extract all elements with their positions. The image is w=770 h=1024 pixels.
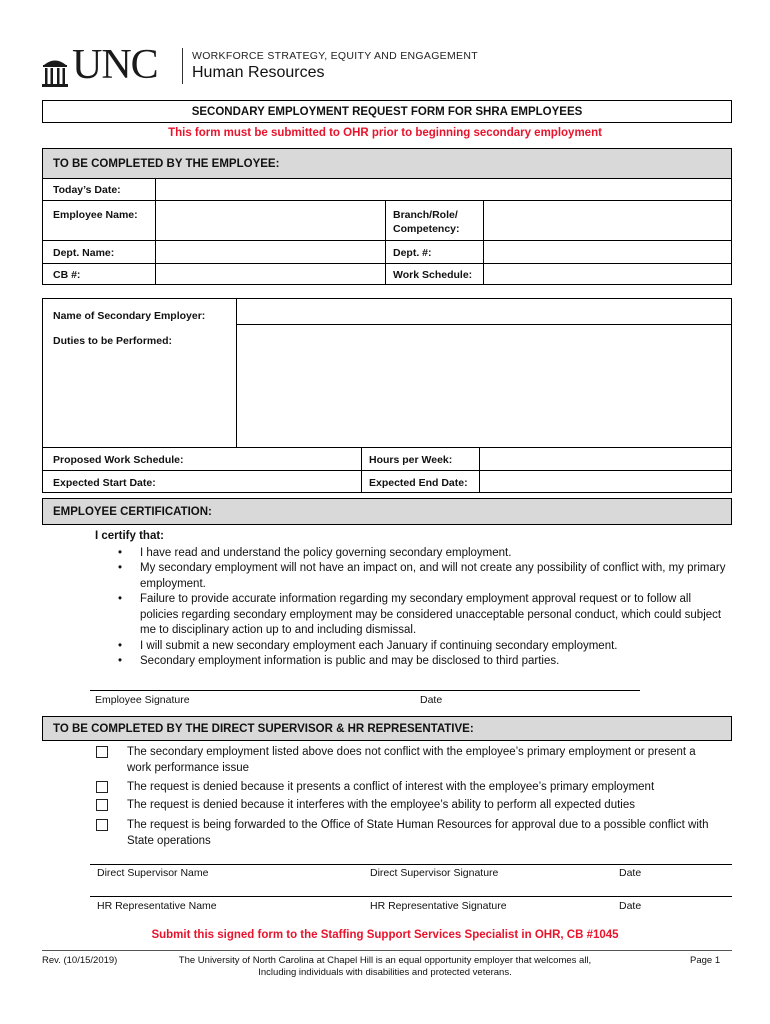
certification-item: • I will submit a new secondary employment each January if continuing secondary employment. bbox=[118, 639, 618, 652]
hours-per-week-field[interactable] bbox=[480, 448, 731, 470]
dept-name-label: Dept. Name: bbox=[53, 247, 115, 259]
option-forwarded-oshr[interactable]: The request is being forwarded to the Office of State Human Resources for approval due to a possible conflict with State operations bbox=[96, 818, 716, 849]
unit-line-1: WORKFORCE STRATEGY, EQUITY AND ENGAGEMENT bbox=[192, 50, 478, 62]
branch-role-label-2: Competency: bbox=[393, 223, 460, 235]
employee-section bbox=[42, 148, 732, 285]
certification-body bbox=[95, 529, 730, 670]
hours-per-week-label: Hours per Week: bbox=[369, 454, 453, 466]
proposed-schedule-label: Proposed Work Schedule: bbox=[53, 454, 184, 466]
branch-role-field[interactable] bbox=[484, 201, 731, 240]
option-denied-duties[interactable]: The request is denied because it interferes with the employee’s ability to perform all expected duties bbox=[96, 798, 716, 814]
cb-number-label: CB #: bbox=[53, 269, 81, 281]
work-schedule-label: Work Schedule: bbox=[393, 269, 473, 281]
submission-notice: This form must be submitted to OHR prior to beginning secondary employment bbox=[168, 127, 602, 139]
start-date-label: Expected Start Date: bbox=[53, 477, 156, 489]
footer-divider bbox=[42, 950, 732, 951]
duties-label: Duties to be Performed: bbox=[53, 335, 173, 347]
hr-date-label: Date bbox=[619, 900, 642, 912]
old-well-icon bbox=[42, 54, 68, 86]
start-date-field[interactable] bbox=[237, 471, 361, 492]
unc-wordmark bbox=[42, 44, 158, 86]
employee-date-label: Date bbox=[420, 694, 443, 706]
checkbox[interactable] bbox=[96, 819, 108, 831]
duties-field[interactable] bbox=[237, 325, 731, 447]
employee-signature-line[interactable] bbox=[90, 690, 640, 691]
option-no-conflict[interactable]: The secondary employment listed above does not conflict with the employee’s primary employment or present a work performance issue bbox=[96, 745, 716, 776]
secondary-employer-label: Name of Secondary Employer: bbox=[53, 310, 206, 322]
certification-list bbox=[95, 546, 730, 670]
checkbox[interactable] bbox=[96, 781, 108, 793]
proposed-schedule-field[interactable] bbox=[237, 448, 361, 470]
hr-signature-line[interactable] bbox=[90, 896, 732, 897]
end-date-label: Expected End Date: bbox=[369, 477, 468, 489]
certification-item: • I have read and understand the policy governing secondary employment. bbox=[118, 546, 512, 559]
certification-item: • Secondary employment information is public and may be disclosed to third parties. bbox=[118, 655, 560, 667]
certification-item: • My secondary employment will not have an impact on, and will not create any possibility of conflict with, my primary employment. bbox=[118, 562, 726, 590]
form-title: SECONDARY EMPLOYMENT REQUEST FORM FOR SHRA EMPLOYEES bbox=[42, 100, 732, 123]
revision-date: Rev. (10/15/2019) bbox=[42, 955, 118, 966]
hr-signature-label: HR Representative Signature bbox=[370, 900, 507, 912]
employee-section-heading: TO BE COMPLETED BY THE EMPLOYEE: bbox=[43, 149, 731, 178]
employee-signature-label: Employee Signature bbox=[95, 694, 190, 706]
supervisor-signature-line[interactable] bbox=[90, 864, 732, 865]
unc-hr-logo bbox=[42, 42, 478, 88]
checkbox[interactable] bbox=[96, 746, 108, 758]
secondary-employment-section bbox=[42, 298, 732, 493]
cb-number-field[interactable] bbox=[156, 264, 385, 284]
certification-heading: EMPLOYEE CERTIFICATION: bbox=[42, 498, 732, 525]
branch-role-label-1: Branch/Role/ bbox=[393, 209, 458, 221]
eeo-statement bbox=[160, 955, 610, 979]
dept-number-label: Dept. #: bbox=[393, 247, 432, 259]
secondary-employer-field[interactable] bbox=[237, 300, 731, 324]
eeo-line-2: Including individuals with disabilities and protected veterans. bbox=[258, 967, 512, 978]
supervisor-section-heading: TO BE COMPLETED BY THE DIRECT SUPERVISOR & HR REPRESENTATIVE: bbox=[42, 716, 732, 741]
supervisor-date-label: Date bbox=[619, 867, 642, 879]
submit-instruction: Submit this signed form to the Staffing Support Services Specialist in OHR, CB #1045 bbox=[151, 929, 619, 941]
todays-date-field[interactable] bbox=[156, 179, 731, 200]
dept-number-field[interactable] bbox=[484, 241, 731, 263]
eeo-line-1: The University of North Carolina at Chapel Hill is an equal opportunity employer that welcomes all, bbox=[178, 955, 592, 966]
certify-intro: I certify that: bbox=[95, 530, 165, 542]
unc-text: UNC bbox=[72, 42, 158, 88]
supervisor-signature-label: Direct Supervisor Signature bbox=[370, 867, 499, 879]
unit-line-2: Human Resources bbox=[192, 64, 325, 81]
end-date-field[interactable] bbox=[480, 471, 731, 492]
employee-name-label: Employee Name: bbox=[53, 209, 138, 221]
dept-name-field[interactable] bbox=[156, 241, 385, 263]
checkbox[interactable] bbox=[96, 799, 108, 811]
page-number: Page 1 bbox=[690, 955, 721, 966]
supervisor-name-label: Direct Supervisor Name bbox=[97, 867, 209, 879]
logo-divider bbox=[182, 48, 183, 84]
option-denied-conflict[interactable]: The request is denied because it presents a conflict of interest with the employee’s primary employment bbox=[96, 780, 716, 796]
employee-name-field[interactable] bbox=[156, 201, 385, 240]
work-schedule-field[interactable] bbox=[484, 264, 731, 284]
todays-date-label: Today’s Date: bbox=[53, 184, 121, 196]
hr-name-label: HR Representative Name bbox=[97, 900, 217, 912]
certification-item: • Failure to provide accurate information regarding my secondary employment approval request or to follow all policies regarding secondary employment may be considered unacceptable personal conduct, which could subject me to disciplinary action up to and including dismissal. bbox=[118, 593, 722, 636]
